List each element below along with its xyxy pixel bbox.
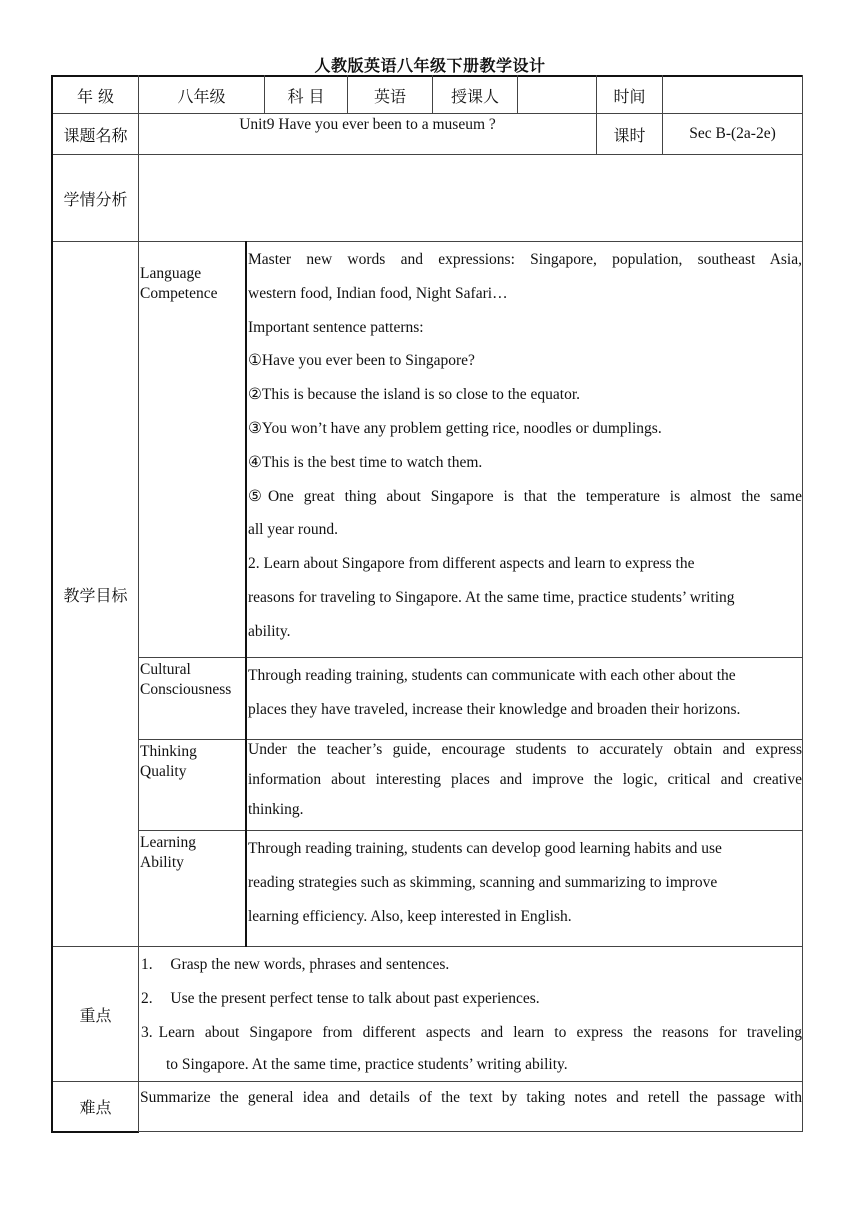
grade-value: 八年级 [177, 86, 226, 106]
text-line: learning efficiency. Also, keep interested in English. [248, 907, 572, 925]
grade-label: 年 级 [76, 86, 115, 106]
key-point-text-continued: to Singapore. At the same time, practice students’ writing ability. [166, 1056, 568, 1073]
thinking-label-line1: Thinking [140, 743, 197, 760]
key-point-text: Use the present perfect tense to talk about past experiences. [170, 990, 540, 1007]
subject-value: 英语 [373, 86, 406, 106]
page-title: 人教版英语八年级下册教学设计 [314, 56, 546, 75]
teacher-value [518, 77, 596, 113]
learning-label-line2: Ability [140, 854, 184, 871]
text-line: ability. [248, 622, 291, 640]
difficult-points-text: Summarize the general idea and details of the text by taking notes and retell the passage with [140, 1089, 802, 1106]
thinking-label-line2: Quality [140, 763, 187, 780]
text-line: ③You won’t have any problem getting rice, noodles or dumplings. [248, 419, 662, 437]
difficult-points-label: 难点 [79, 1098, 112, 1117]
language-label-line2: Competence [140, 285, 218, 302]
text-line: ⑤One great thing about Singapore is that the temperature is almost the same [248, 487, 802, 505]
cultural-consciousness-text [248, 659, 802, 727]
analysis-value [139, 155, 802, 241]
cultural-consciousness-label [140, 660, 231, 700]
key-point-number: 3. [141, 1024, 153, 1041]
key-point-number: 2. [141, 990, 153, 1007]
text-line: reasons for traveling to Singapore. At the same time, practice students’ writing [248, 588, 735, 606]
time-label: 时间 [613, 86, 646, 106]
thinking-quality-label [140, 742, 197, 782]
text-line: reading strategies such as skimming, scanning and summarizing to improve [248, 873, 718, 891]
period-label: 课时 [613, 125, 646, 145]
text-line: 2. Learn about Singapore from different aspects and learn to express the [248, 555, 695, 573]
key-point-text: Grasp the new words, phrases and sentences. [170, 956, 450, 973]
key-point-text: Learn about Singapore from different aspects and learn to express the reasons for traveling [158, 1024, 802, 1041]
text-line: western food, Indian food, Night Safari… [248, 284, 508, 302]
learning-ability-text [248, 832, 802, 933]
text-line: ②This is because the island is so close to the equator. [248, 386, 581, 404]
text-line: Through reading training, students can develop good learning habits and use [248, 840, 722, 857]
cultural-label-line1: Cultural [140, 661, 191, 678]
period-value: Sec B-(2a-2e) [689, 125, 776, 142]
text-line: Under the teacher’s guide, encourage students to accurately obtain and express [248, 741, 802, 758]
analysis-label: 学情分析 [63, 189, 128, 209]
topic-value: Unit9 Have you ever been to a museum ? [239, 116, 496, 133]
key-points-label: 重点 [79, 1005, 112, 1025]
objectives-label: 教学目标 [63, 585, 128, 605]
subject-label: 科 目 [287, 86, 325, 106]
text-line: Master new words and expressions: Singapore, population, southeast Asia, [248, 251, 802, 268]
key-point-1 [141, 956, 449, 974]
key-point-number: 1. [141, 956, 153, 973]
text-line: thinking. [248, 801, 304, 818]
text-line: Through reading training, students can communicate with each other about the [248, 667, 736, 684]
language-competence-text [248, 243, 802, 649]
learning-label-line1: Learning [140, 834, 196, 851]
key-point-2 [141, 990, 540, 1008]
text-line: ④This is the best time to watch them. [248, 453, 483, 471]
text-line: ①Have you ever been to Singapore? [248, 352, 475, 370]
text-line: Important sentence patterns: [248, 318, 424, 336]
text-line: information about interesting places and improve the logic, critical and creative [248, 771, 802, 788]
key-point-3 [141, 1024, 802, 1074]
language-competence-label [140, 264, 217, 304]
text-line: places they have traveled, increase their knowledge and broaden their horizons. [248, 700, 741, 718]
topic-label: 课题名称 [63, 125, 128, 145]
thinking-quality-text [248, 735, 802, 825]
teacher-label: 授课人 [450, 86, 499, 106]
time-value [663, 77, 802, 113]
text-line: all year round. [248, 521, 338, 539]
language-label-line1: Language [140, 265, 202, 282]
cultural-label-line2: Consciousness [140, 681, 232, 698]
learning-ability-label [140, 833, 196, 873]
